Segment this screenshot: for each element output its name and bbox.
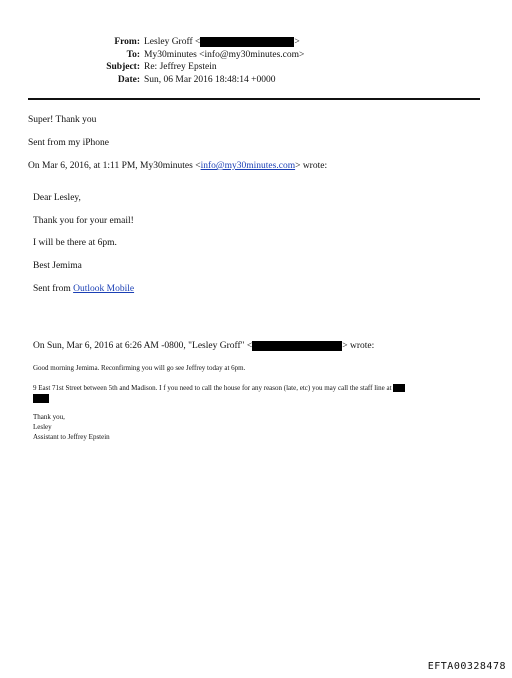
quote-intro-after: > wrote: (295, 161, 328, 171)
quoted-signoff: Best Jemima (33, 261, 82, 271)
date-label: Date: (117, 74, 140, 85)
document-id: EFTA00328478 (427, 661, 506, 672)
redaction-box (252, 341, 342, 351)
redaction-box (393, 384, 405, 392)
date-row (0, 74, 512, 87)
from-value (144, 36, 300, 49)
sent-from-text: Sent from (33, 284, 74, 294)
date-value: Sun, 06 Mar 2016 18:48:14 +0000 (144, 74, 276, 85)
original-intro-after: > wrote: (342, 341, 375, 352)
closing-line-3: Assistant to Jeffrey Epstein (33, 433, 110, 441)
original-line-1: Good morning Jemima. Reconfirming you will go see Jeffrey today at 6pm. (33, 364, 246, 372)
from-row (0, 36, 512, 49)
original-intro (33, 341, 493, 351)
to-value: My30minutes <info@my30minutes.com> (144, 49, 305, 60)
to-label: To: (126, 49, 140, 60)
from-label: From: (114, 37, 140, 47)
quoted-confirm: I will be there at 6pm. (33, 238, 117, 248)
reply-line-1: Super! Thank you (28, 115, 97, 125)
original-line-2 (33, 384, 493, 392)
email-link[interactable]: info@my30minutes.com (200, 161, 296, 171)
to-row (0, 49, 512, 62)
email-header (0, 36, 512, 86)
original-line-2-text: 9 East 71st Street between 5th and Madison. I f you need to call the house for any reason (late, etc) you may call the staff line at (33, 384, 392, 392)
quoted-sent-from (33, 284, 493, 294)
from-name: Lesley Groff < (144, 37, 201, 47)
header-divider (28, 98, 480, 100)
redaction-box (200, 37, 294, 47)
redaction-box (33, 394, 49, 403)
closing-line-2: Lesley (33, 423, 52, 431)
quoted-thanks: Thank you for your email! (33, 216, 134, 226)
closing-line-1: Thank you, (33, 413, 65, 421)
reply-line-2: Sent from my iPhone (28, 138, 110, 148)
quote-intro-before: On Mar 6, 2016, at 1:11 PM, My30minutes < (28, 161, 201, 171)
outlook-mobile-link[interactable]: Outlook Mobile (73, 284, 135, 294)
quote-intro (28, 161, 488, 171)
subject-label: Subject: (106, 62, 140, 72)
quoted-greeting: Dear Lesley, (33, 193, 81, 203)
from-suffix: > (294, 37, 300, 47)
subject-value: Re: Jeffrey Epstein (144, 62, 217, 72)
subject-row (0, 61, 512, 74)
original-intro-before: On Sun, Mar 6, 2016 at 6:26 AM -0800, "Lesley Groff" < (33, 341, 253, 352)
